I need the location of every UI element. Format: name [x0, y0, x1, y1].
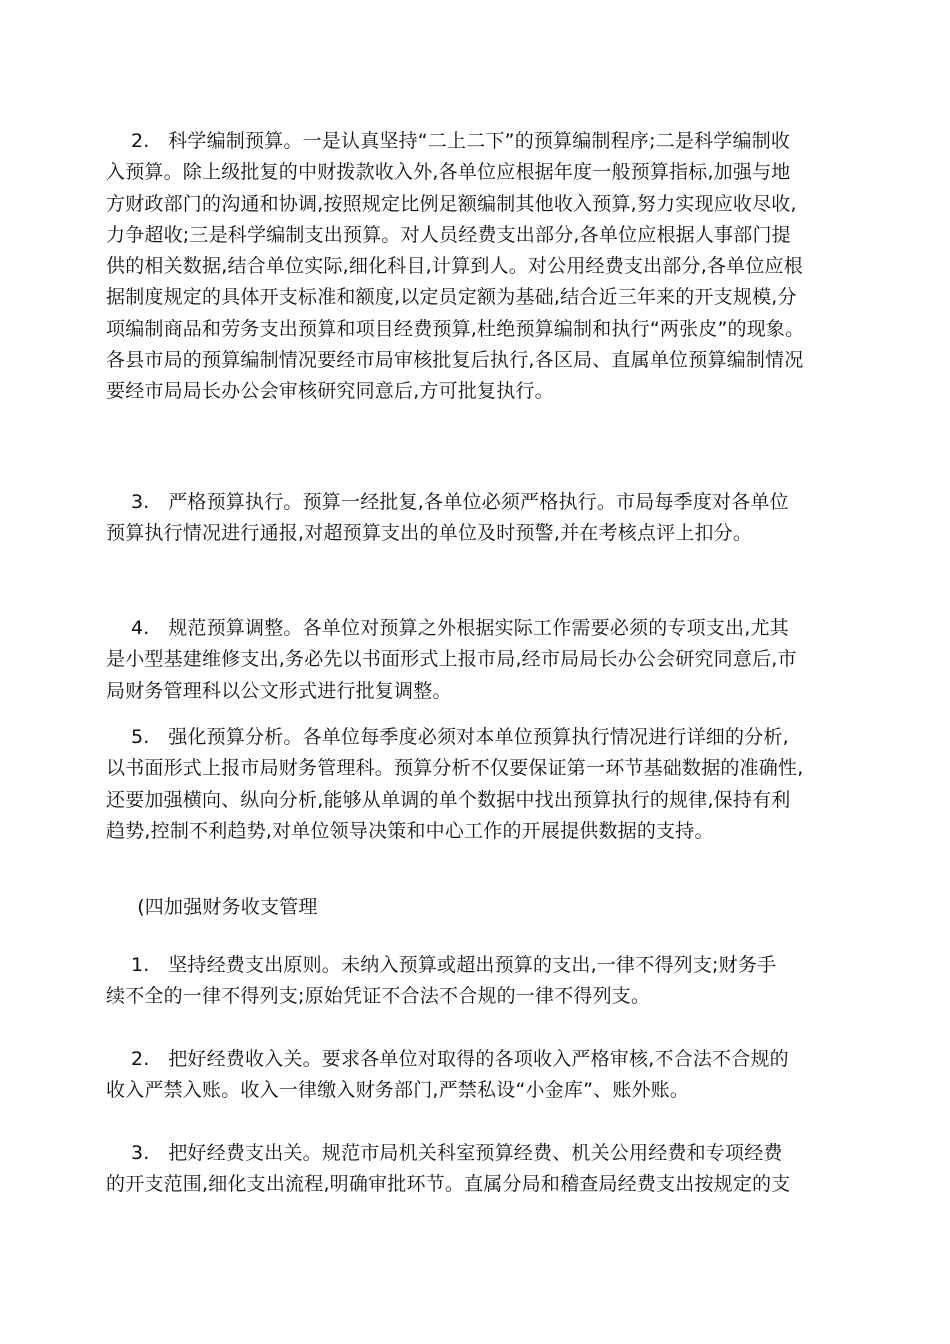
- text-line: 3. 把好经费支出关。规范市局机关科室预算经费、机关公用经费和专项经费: [106, 1142, 783, 1164]
- text-line: 收入严禁入账。收入一律缴入财务部门,严禁私设“小金库”、账外账。: [106, 1079, 690, 1102]
- text-line: 局财务管理科以公文形式进行批复调整。: [106, 679, 452, 702]
- text-line: 还要加强横向、纵向分析,能够从单调的单个数据中找出预算执行的规律,保持有利: [106, 788, 791, 811]
- paragraph-budget-preparation: [106, 126, 844, 408]
- paragraph-budget-execution: [106, 487, 844, 550]
- paragraph-budget-adjustment: [106, 613, 844, 707]
- text-line: 方财政部门的沟通和协调,按照规定比例足额编制其他收入预算,努力实现应收尽收,: [106, 192, 797, 215]
- text-line: 趋势,控制不利趋势,对单位领导决策和中心工作的开展提供数据的支持。: [106, 819, 714, 842]
- text-line: 2. 把好经费收入关。要求各单位对取得的各项收入严格审核,不合法不合规的: [106, 1048, 789, 1070]
- paragraph-expense-control: [106, 1138, 844, 1201]
- text-line: 续不全的一律不得列支;原始凭证不合法不合规的一律不得列支。: [106, 985, 651, 1008]
- paragraph-expense-principle: [106, 950, 844, 1013]
- text-line: 的开支范围,细化支出流程,明确审批环节。直属分局和稽查局经费支出按规定的支: [106, 1173, 791, 1196]
- text-line: 5. 强化预算分析。各单位每季度必须对本单位预算执行情况进行详细的分析,: [106, 726, 789, 748]
- text-line: 供的相关数据,结合单位实际,细化科目,计算到人。对公用经费支出部分,各单位应根: [106, 255, 803, 278]
- text-line: 2. 科学编制预算。一是认真坚持“二上二下”的预算编制程序;二是科学编制收: [106, 130, 791, 152]
- paragraph-budget-analysis: [106, 722, 844, 847]
- text-line: 据制度规定的具体开支标准和额度,以定员定额为基础,结合近三年来的开支规模,分: [106, 286, 797, 309]
- text-line: 要经市局局长办公会审核研究同意后,方可批复执行。: [106, 380, 554, 403]
- text-line: 项编制商品和劳务支出预算和项目经费预算,杜绝预算编制和执行“两张皮”的现象。: [106, 317, 805, 340]
- paragraph-income-control: [106, 1044, 844, 1107]
- text-line: 各县市局的预算编制情况要经市局审核批复后执行,各区局、直属单位预算编制情况: [106, 349, 804, 372]
- text-line: 3. 严格预算执行。预算一经批复,各单位必须严格执行。市局每季度对各单位: [106, 491, 789, 513]
- text-line: 以书面形式上报市局财务管理科。预算分析不仅要保证第一环节基础数据的准确性,: [106, 757, 804, 780]
- text-line: 1. 坚持经费支出原则。未纳入预算或超出预算的支出,一律不得列支;财务手: [106, 954, 777, 976]
- text-line: (四加强财务收支管理: [106, 896, 318, 918]
- text-line: 预算执行情况进行通报,对超预算支出的单位及时预警,并在考核点评上扣分。: [106, 522, 753, 545]
- text-line: 4. 规范预算调整。各单位对预算之外根据实际工作需要必须的专项支出,尤其: [106, 617, 789, 639]
- text-line: 是小型基建维修支出,务必先以书面形式上报市局,经市局局长办公会研究同意后,市: [106, 648, 797, 671]
- text-line: 力争超收;三是科学编制支出预算。对人员经费支出部分,各单位应根据人事部门提: [106, 223, 791, 246]
- section-heading: [106, 892, 844, 923]
- text-line: 入预算。除上级批复的中财拨款收入外,各单位应根据年度一般预算指标,加强与地: [106, 161, 791, 184]
